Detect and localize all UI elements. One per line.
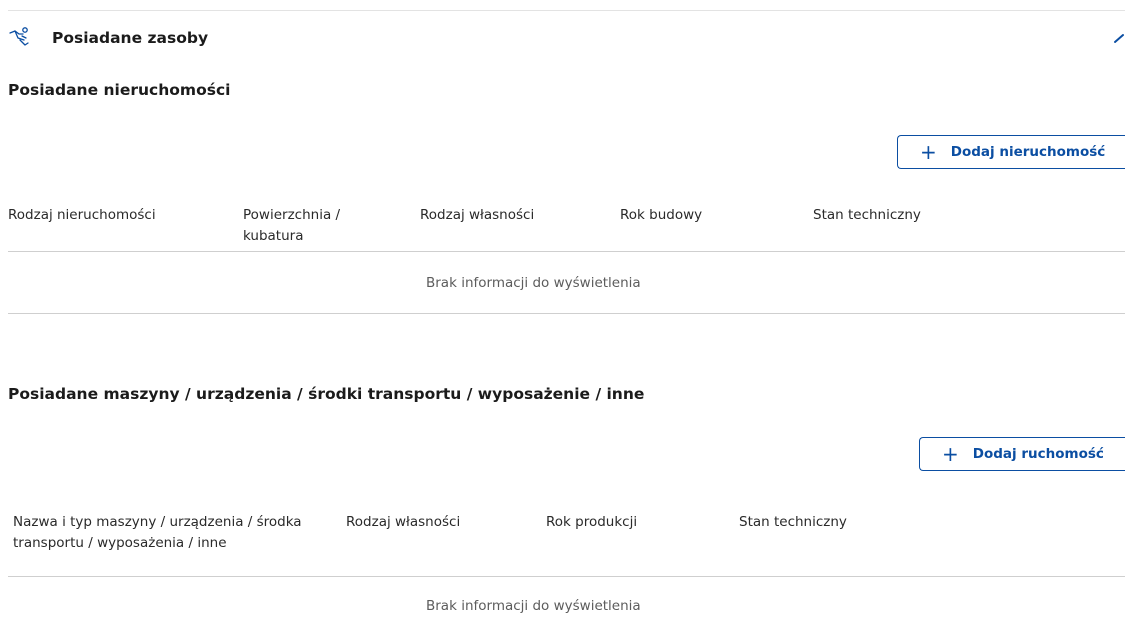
real-estate-empty-message: Brak informacji do wyświetlenia <box>426 275 641 291</box>
column-header-machine-name: Nazwa i typ maszyny / urządzenia / środka transportu / wyposażenia / inne <box>13 514 302 551</box>
table-header-divider <box>8 576 1125 577</box>
column-header-condition: Stan techniczny <box>813 207 921 223</box>
column-header-ownership: Rodzaj własności <box>346 514 461 530</box>
plus-icon: + <box>920 140 937 164</box>
movables-title: Posiadane maszyny / urządzenia / środki transportu / wyposażenie / inne <box>8 385 645 403</box>
column-header-property-type: Rodzaj nieruchomości <box>8 207 156 223</box>
column-header-condition: Stan techniczny <box>739 514 847 530</box>
top-divider <box>8 10 1125 11</box>
table-bottom-divider <box>8 313 1125 314</box>
movables-empty-message: Brak informacji do wyświetlenia <box>426 598 641 614</box>
plus-icon: + <box>942 442 959 466</box>
table-header-divider <box>8 251 1125 252</box>
column-header-ownership: Rodzaj własności <box>420 207 535 223</box>
column-header-production-year: Rok produkcji <box>546 514 638 530</box>
real-estate-title: Posiadane nieruchomości <box>8 81 231 99</box>
column-header-build-year: Rok budowy <box>620 207 703 223</box>
add-real-estate-label: Dodaj nieruchomość <box>950 144 1106 160</box>
section-title: Posiadane zasoby <box>52 29 209 47</box>
add-real-estate-button[interactable] <box>897 135 1125 169</box>
hand-coins-icon <box>8 26 32 48</box>
chevron-up-icon[interactable] <box>1106 28 1125 46</box>
add-movable-button[interactable] <box>919 437 1125 471</box>
add-movable-label: Dodaj ruchomość <box>972 446 1104 462</box>
column-header-area: Powierzchnia / kubatura <box>243 207 341 244</box>
